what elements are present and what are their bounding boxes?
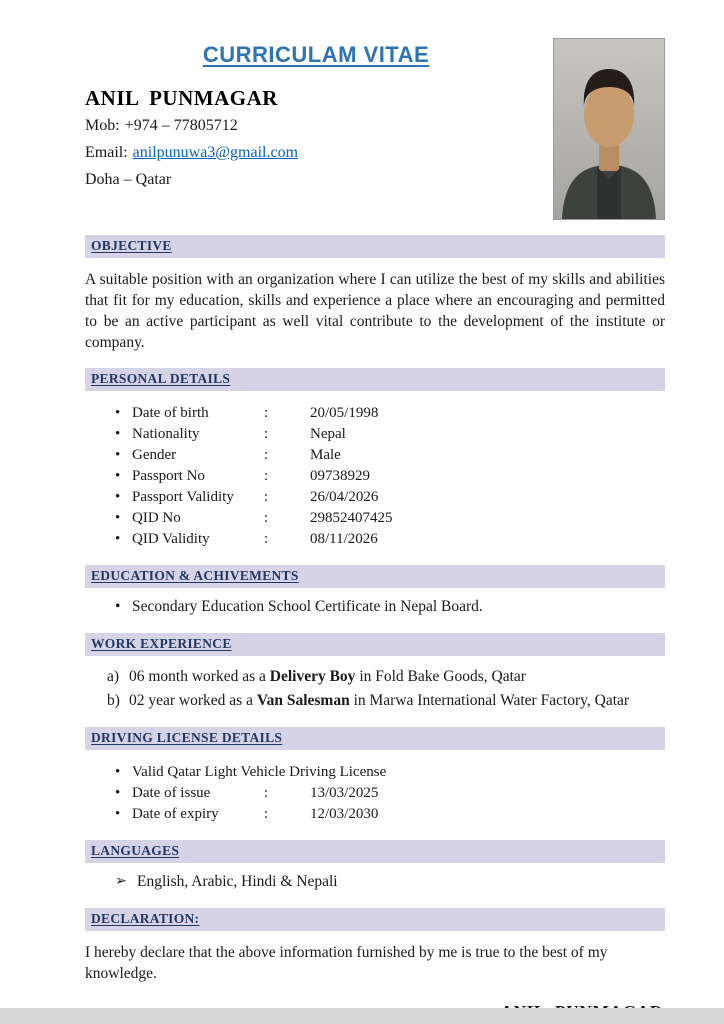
- work-experience-heading-text: WORK EXPERIENCE: [91, 636, 232, 651]
- work-text-prefix: 02 year worked as a: [129, 692, 257, 709]
- detail-row-qid-no: [85, 508, 665, 529]
- detail-label: Nationality: [132, 426, 200, 442]
- resume-content: [85, 38, 665, 1023]
- detail-value: 12/03/2030: [310, 806, 379, 822]
- work-experience-item-text: [129, 690, 629, 712]
- arrow-bullet-icon: ➢: [115, 874, 127, 889]
- bullet-icon: •: [115, 785, 121, 801]
- bullet-icon: •: [115, 489, 121, 505]
- work-experience-item: [107, 666, 665, 688]
- mobile-line: [85, 113, 547, 138]
- list-marker: b): [107, 692, 120, 709]
- work-experience-list: [85, 666, 665, 712]
- detail-label: QID No: [132, 510, 181, 526]
- driving-license-intro-text: Valid Qatar Light Vehicle Driving License: [132, 764, 387, 780]
- detail-separator: :: [264, 806, 269, 822]
- detail-label: Passport No: [132, 468, 205, 484]
- detail-row-date-of-issue: [85, 783, 665, 804]
- personal-details-heading-text: PERSONAL DETAILS: [91, 371, 231, 386]
- mobile-number: +974 – 77805712: [124, 117, 238, 134]
- declaration-heading-text: DECLARATION:: [91, 911, 200, 926]
- detail-row-qid-validity: [85, 529, 665, 550]
- languages-heading-text: LANGUAGES: [91, 843, 180, 858]
- detail-row-date-of-birth: [85, 403, 665, 424]
- languages-item: [85, 871, 665, 893]
- bullet-icon: •: [115, 468, 121, 484]
- objective-heading-text: OBJECTIVE: [91, 238, 172, 253]
- work-text-suffix: in Fold Bake Goods, Qatar: [355, 668, 526, 685]
- work-experience-item-text: [129, 666, 526, 688]
- document-title: CURRICULAM VITAE: [202, 42, 430, 67]
- work-text-prefix: 06 month worked as a: [129, 668, 270, 685]
- detail-value: Male: [310, 447, 341, 463]
- detail-value: 26/04/2026: [310, 489, 379, 505]
- driving-license-intro: [85, 761, 665, 783]
- header-text-block: [85, 38, 553, 192]
- detail-label: Date of issue: [132, 785, 211, 801]
- detail-separator: :: [264, 468, 269, 484]
- section-heading-declaration: [85, 908, 665, 931]
- email-line: [85, 140, 547, 165]
- bullet-icon: •: [115, 598, 121, 615]
- section-heading-personal-details: [85, 368, 665, 391]
- detail-label: QID Validity: [132, 531, 210, 547]
- detail-row-date-of-expiry: [85, 804, 665, 825]
- education-item-text: Secondary Education School Certificate in Nepal Board.: [132, 598, 483, 615]
- bullet-icon: •: [115, 405, 121, 421]
- bullet-icon: •: [115, 426, 121, 442]
- languages-text: English, Arabic, Hindi & Nepali: [137, 873, 338, 890]
- detail-separator: :: [264, 447, 269, 463]
- section-heading-work-experience: [85, 633, 665, 656]
- page-bottom-edge: [0, 1008, 724, 1024]
- detail-row-nationality: [85, 424, 665, 445]
- driving-license-heading-text: DRIVING LICENSE DETAILS: [91, 730, 283, 745]
- section-heading-languages: [85, 840, 665, 863]
- detail-value: 29852407425: [310, 510, 393, 526]
- detail-value: Nepal: [310, 426, 346, 442]
- section-heading-driving-license: [85, 727, 665, 750]
- detail-row-passport-no: [85, 466, 665, 487]
- detail-value: 09738929: [310, 468, 370, 484]
- detail-label: Date of birth: [132, 405, 209, 421]
- detail-separator: :: [264, 531, 269, 547]
- declaration-text: I hereby declare that the above information furnished by me is true to the best of my knowledge.: [85, 944, 608, 982]
- detail-value: 13/03/2025: [310, 785, 379, 801]
- header: [85, 38, 665, 220]
- profile-photo-image: [554, 39, 664, 219]
- detail-separator: :: [264, 510, 269, 526]
- bullet-icon: •: [115, 531, 121, 547]
- section-heading-education: [85, 565, 665, 588]
- candidate-name: ANIL PUNMAGAR: [85, 86, 278, 110]
- email-label: Email:: [85, 144, 128, 161]
- objective-text: A suitable position with an organization where I can utilize the best of my skills and abilities that fit for my education, skills and experience a place where an encouraging and permitted to be an active participant as well vital contribute to the development of the institute or company.: [85, 271, 665, 351]
- mobile-label: Mob:: [85, 117, 120, 134]
- personal-details-list: [85, 403, 665, 550]
- detail-value: 20/05/1998: [310, 405, 379, 421]
- education-heading-text: EDUCATION & ACHIVEMENTS: [91, 568, 299, 583]
- detail-separator: :: [264, 405, 269, 421]
- bullet-icon: •: [115, 447, 121, 463]
- bullet-icon: •: [115, 764, 121, 780]
- detail-label: Passport Validity: [132, 489, 234, 505]
- detail-label: Gender: [132, 447, 177, 463]
- detail-separator: :: [264, 489, 269, 505]
- section-heading-objective: [85, 235, 665, 258]
- work-role: Van Salesman: [256, 692, 350, 709]
- detail-label: Date of expiry: [132, 806, 219, 822]
- detail-row-passport-validity: [85, 487, 665, 508]
- work-text-suffix: in Marwa International Water Factory, Qatar: [349, 692, 630, 709]
- work-experience-item: [107, 690, 665, 712]
- list-marker: a): [107, 668, 120, 685]
- detail-value: 08/11/2026: [310, 531, 378, 547]
- profile-photo: [553, 38, 665, 220]
- bullet-icon: •: [115, 806, 121, 822]
- location-line: Doha – Qatar: [85, 171, 172, 188]
- education-item: [85, 596, 665, 618]
- detail-separator: :: [264, 785, 269, 801]
- detail-separator: :: [264, 426, 269, 442]
- detail-row-gender: [85, 445, 665, 466]
- email-link[interactable]: anilpunuwa3@gmail.com: [132, 144, 299, 161]
- work-role: Delivery Boy: [269, 668, 356, 685]
- bullet-icon: •: [115, 510, 121, 526]
